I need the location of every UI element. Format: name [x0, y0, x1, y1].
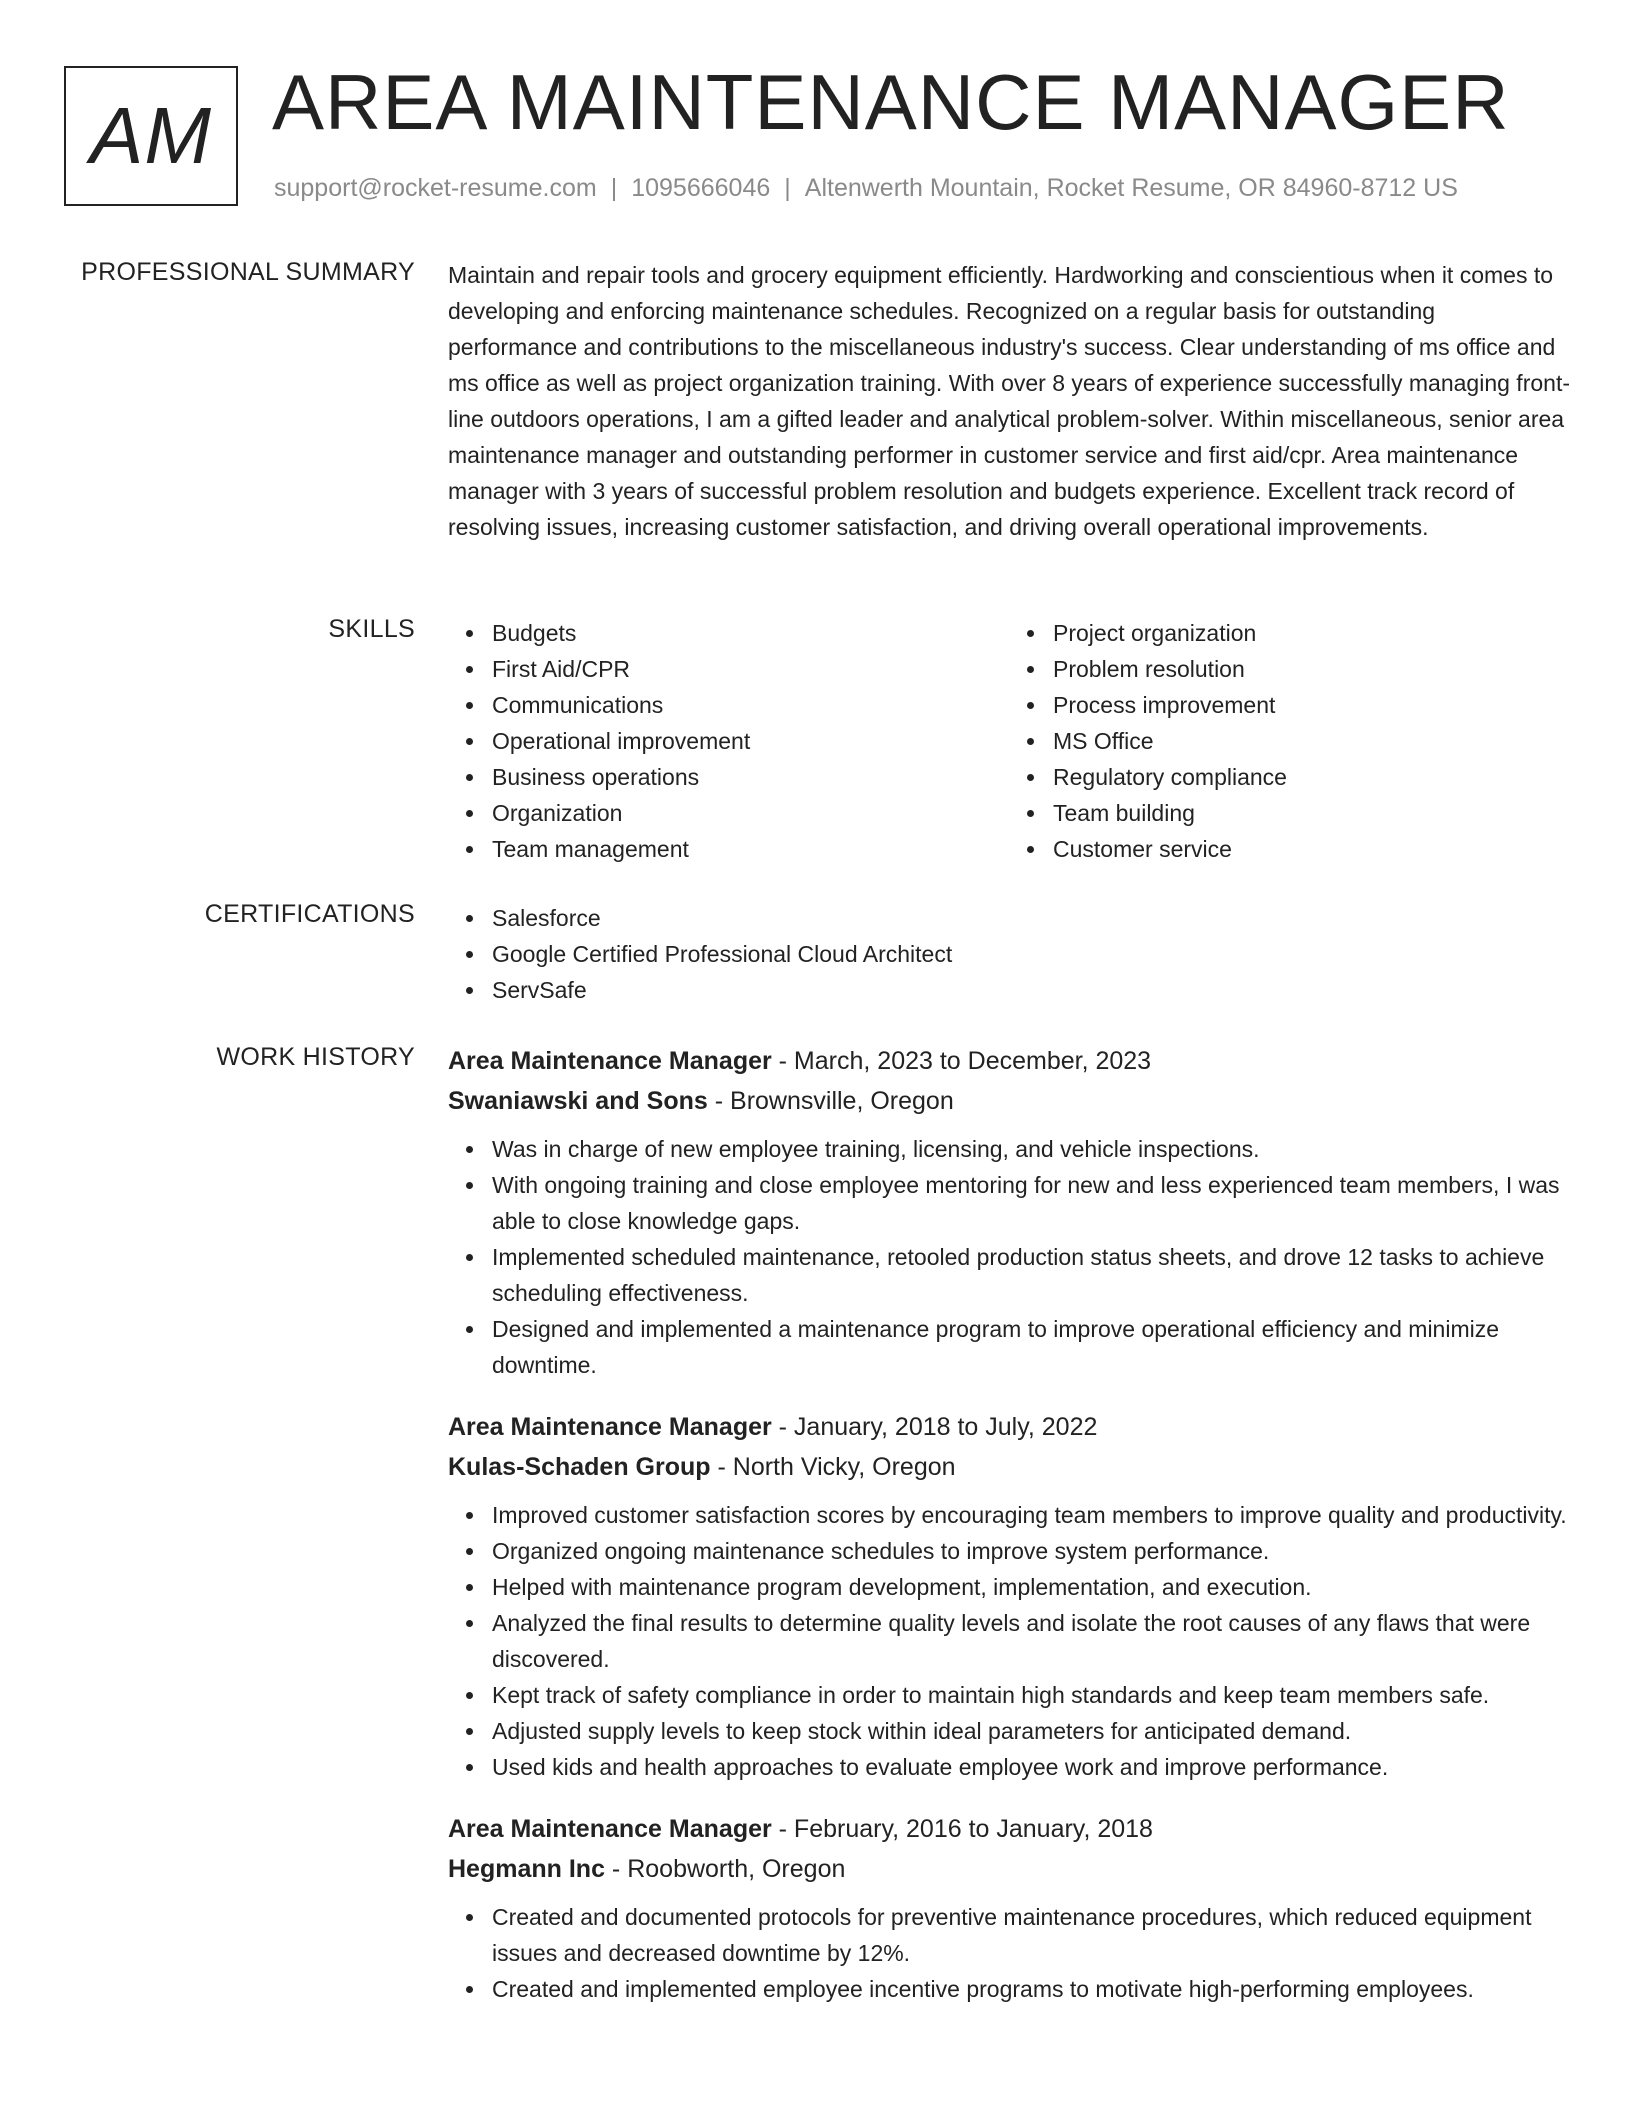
- skill-item: Project organization: [1053, 615, 1570, 651]
- job-bullet: Implemented scheduled maintenance, retooled production status sheets, and drove 12 tasks to achieve scheduling effectiveness.: [492, 1239, 1570, 1311]
- job-bullets: [448, 1899, 1570, 2007]
- job-entry: [448, 1407, 1570, 1785]
- job-company: Kulas-Schaden Group: [448, 1453, 711, 1481]
- skill-item: Communications: [492, 687, 1009, 723]
- job-bullet: Created and implemented employee incentive programs to motivate high-performing employees.: [492, 1971, 1570, 2007]
- job-heading: [448, 1407, 1570, 1447]
- job-heading: [448, 1809, 1570, 1849]
- certifications-section: [448, 900, 1570, 1008]
- skill-item: Business operations: [492, 759, 1009, 795]
- job-company: Swaniawski and Sons: [448, 1087, 708, 1115]
- certification-item: Salesforce: [492, 900, 1570, 936]
- skill-item: Team management: [492, 831, 1009, 867]
- job-company: Hegmann Inc: [448, 1855, 605, 1883]
- skill-item: Operational improvement: [492, 723, 1009, 759]
- skills-section: [448, 615, 1570, 867]
- summary-section: [448, 257, 1570, 545]
- skill-item: Process improvement: [1053, 687, 1570, 723]
- skill-item: Budgets: [492, 615, 1009, 651]
- job-bullet: Created and documented protocols for preventive maintenance procedures, which reduced equipment issues and decreased downtime by 12%.: [492, 1899, 1570, 1971]
- job-location: - Roobworth, Oregon: [604, 1855, 846, 1883]
- job-heading: [448, 1041, 1570, 1081]
- skill-item: Organization: [492, 795, 1009, 831]
- job-bullet: Kept track of safety compliance in order to maintain high standards and keep team members safe.: [492, 1677, 1570, 1713]
- contact-address: Altenwerth Mountain, Rocket Resume, OR 84960-8712 US: [804, 174, 1458, 202]
- job-bullet: Improved customer satisfaction scores by encouraging team members to improve quality and productivity.: [492, 1497, 1570, 1533]
- job-dates: - March, 2023 to December, 2023: [771, 1047, 1152, 1075]
- job-bullet: Was in charge of new employee training, licensing, and vehicle inspections.: [492, 1131, 1570, 1167]
- summary-text: Maintain and repair tools and grocery equipment efficiently. Hardworking and conscientious when it comes to developing and enforcing maintenance schedules. Recognized on a regular basis for outstanding performance and contributions to the miscellaneous industry's success. Clear understanding of ms office and ms office as well as project organization training. With over 8 years of experience successfully managing front-line outdoors operations, I am a gifted leader and analytical problem-solver. Within miscellaneous, senior area maintenance manager and outstanding performer in customer service and first aid/cpr. Area maintenance manager with 3 years of successful problem resolution and budgets experience. Excellent track record of resolving issues, increasing customer satisfaction, and driving overall operational improvements.: [448, 262, 1570, 540]
- resume-title: AREA MAINTENANCE MANAGER: [272, 58, 1510, 146]
- job-employer: [448, 1849, 1570, 1889]
- skills-list-left: [448, 615, 1009, 867]
- certifications-heading: CERTIFICATIONS: [204, 900, 415, 928]
- work-history-heading: WORK HISTORY: [216, 1043, 415, 1071]
- job-bullet: With ongoing training and close employee mentoring for new and less experienced team members, I was able to close knowledge gaps.: [492, 1167, 1570, 1239]
- skills-list-right: [1009, 615, 1570, 867]
- job-dates: - January, 2018 to July, 2022: [771, 1413, 1098, 1441]
- work-history-section: [448, 1041, 1570, 2031]
- job-title: Area Maintenance Manager: [448, 1413, 772, 1441]
- skill-item: Regulatory compliance: [1053, 759, 1570, 795]
- job-bullet: Adjusted supply levels to keep stock within ideal parameters for anticipated demand.: [492, 1713, 1570, 1749]
- contact-separator: |: [784, 174, 791, 202]
- skill-item: Problem resolution: [1053, 651, 1570, 687]
- job-employer: [448, 1447, 1570, 1487]
- job-dates: - February, 2016 to January, 2018: [771, 1815, 1153, 1843]
- monogram-logo: AM: [64, 66, 238, 206]
- job-bullets: [448, 1131, 1570, 1383]
- skill-item: MS Office: [1053, 723, 1570, 759]
- job-bullets: [448, 1497, 1570, 1785]
- job-employer: [448, 1081, 1570, 1121]
- job-location: - Brownsville, Oregon: [707, 1087, 954, 1115]
- job-entry: [448, 1041, 1570, 1383]
- job-entry: [448, 1809, 1570, 2007]
- skill-item: Customer service: [1053, 831, 1570, 867]
- contact-phone: 1095666046: [631, 174, 771, 202]
- contact-separator: |: [610, 174, 618, 202]
- skills-heading: SKILLS: [328, 615, 415, 643]
- contact-line: [274, 174, 1458, 203]
- job-bullet: Helped with maintenance program development, implementation, and execution.: [492, 1569, 1570, 1605]
- summary-heading: PROFESSIONAL SUMMARY: [81, 258, 415, 286]
- job-title: Area Maintenance Manager: [448, 1815, 772, 1843]
- job-location: - North Vicky, Oregon: [710, 1453, 956, 1481]
- job-bullet: Analyzed the final results to determine quality levels and isolate the root causes of any flaws that were discovered.: [492, 1605, 1570, 1677]
- certifications-list: [448, 900, 1570, 1008]
- certification-item: Google Certified Professional Cloud Architect: [492, 936, 1570, 972]
- skill-item: Team building: [1053, 795, 1570, 831]
- skill-item: First Aid/CPR: [492, 651, 1009, 687]
- job-bullet: Designed and implemented a maintenance program to improve operational efficiency and minimize downtime.: [492, 1311, 1570, 1383]
- job-bullet: Used kids and health approaches to evaluate employee work and improve performance.: [492, 1749, 1570, 1785]
- contact-email: support@rocket-resume.com: [274, 174, 597, 202]
- job-title: Area Maintenance Manager: [448, 1047, 772, 1075]
- certification-item: ServSafe: [492, 972, 1570, 1008]
- job-bullet: Organized ongoing maintenance schedules to improve system performance.: [492, 1533, 1570, 1569]
